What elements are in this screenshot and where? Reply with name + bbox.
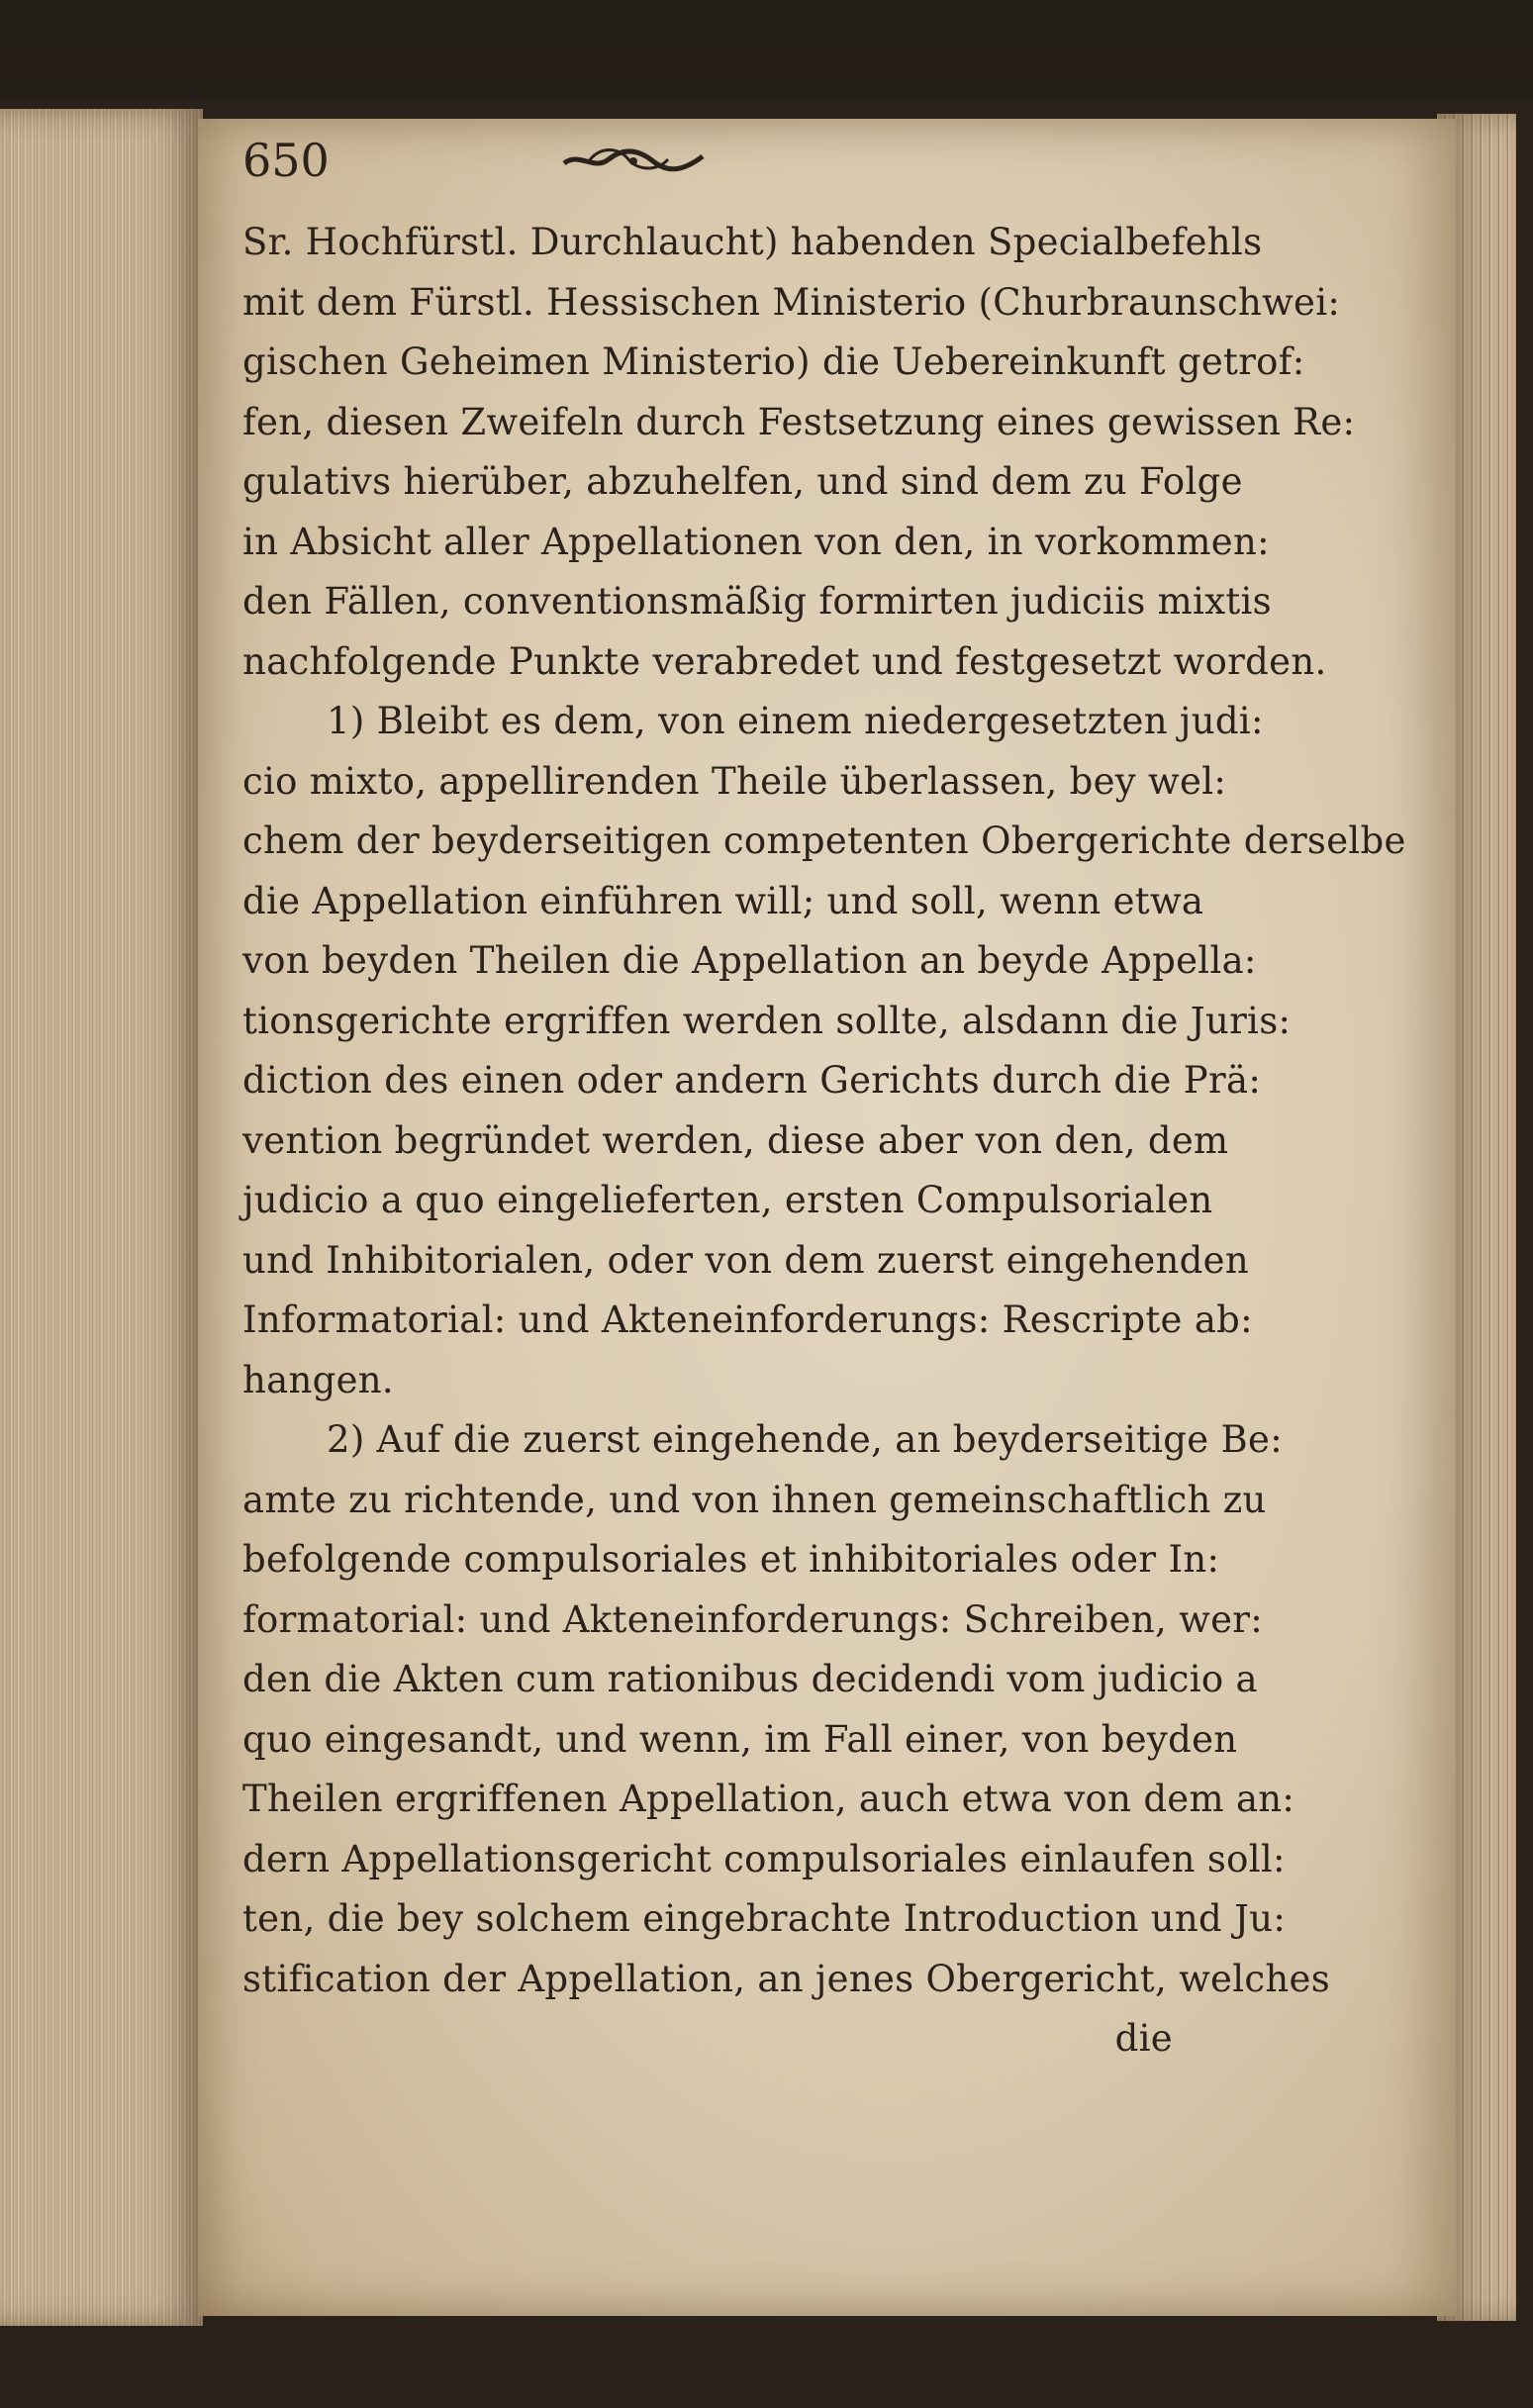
text-line: amte zu richtende, und von ihnen gemeinschaftlich zu [242,1478,1267,1521]
text-line: tionsgerichte ergriffen werden sollte, alsdann die Juris: [242,999,1292,1042]
text-line: Sr. Hochfürstl. Durchlaucht) habenden Specialbefehls [242,221,1263,263]
text-line: in Absicht aller Appellationen von den, in vorkommen: [242,520,1270,563]
text-line: den Fällen, conventionsmäßig formirten judiciis mixtis [242,580,1272,623]
text-line: den die Akten cum rationibus decidendi vom judicio a [242,1658,1258,1700]
text-line: Theilen ergriffenen Appellation, auch etwa von dem an: [242,1778,1295,1820]
text-line: diction des einen oder andern Gerichts durch die Prä: [242,1059,1262,1102]
text-line: die Appellation einführen will; und soll, wenn etwa [242,879,1204,922]
page-number: 650 [242,134,330,187]
text-line: cio mixto, appellirenden Theile überlassen, bey wel: [242,759,1227,803]
paragraph-1-start: 1) Bleibt es dem, von einem niedergesetzten judi: [327,700,1264,742]
page-header [242,134,1533,213]
paragraph-2-start: 2) Auf die zuerst eingehende, an beyderseitige Be: [327,1418,1283,1461]
text-line: nachfolgende Punkte verabredet und festgesetzt worden. [242,639,1327,683]
text-line: befolgende compulsoriales et inhibitoriales oder In: [242,1538,1220,1581]
text-line: hangen. [242,1358,394,1401]
text-line: stification der Appellation, an jenes Obergericht, welches [242,1957,1331,2000]
text-line: formatorial: und Akteneinforderungs: Schreiben, wer: [242,1597,1264,1641]
text-line: und Inhibitorialen, oder von dem zuerst eingehenden [242,1238,1249,1282]
text-line: gulativs hierüber, abzuhelfen, und sind dem zu Folge [242,460,1243,503]
text-line: dern Appellationsgericht compulsoriales einlaufen soll: [242,1837,1286,1880]
catchword: die [1114,2017,1173,2060]
text-line: ten, die bey solchem eingebrachte Introduction und Ju: [242,1897,1287,1940]
body-text [242,213,1406,2070]
text-line: chem der beyderseitigen competenten Obergerichte derselbe [242,819,1406,862]
text-line: von beyden Theilen die Appellation an beyde Appella: [242,939,1257,982]
text-line: mit dem Fürstl. Hessischen Ministerio (Churbraunschwei: [242,280,1341,324]
text-line: quo eingesandt, und wenn, im Fall einer, von beyden [242,1717,1238,1761]
text-line: gischen Geheimen Ministerio) die Uebereinkunft getrof: [242,340,1305,383]
text-line: vention begründet werden, diese aber von den, dem [242,1118,1229,1162]
text-line: Informatorial: und Akteneinforderungs: Rescripte ab: [242,1299,1253,1341]
decorative-vignette-icon [559,142,708,181]
left-page-edges [0,109,203,2326]
text-line: judicio a quo eingelieferten, ersten Compulsorialen [242,1179,1213,1221]
text-line: fen, diesen Zweifeln durch Festsetzung eines gewissen Re: [242,400,1356,443]
